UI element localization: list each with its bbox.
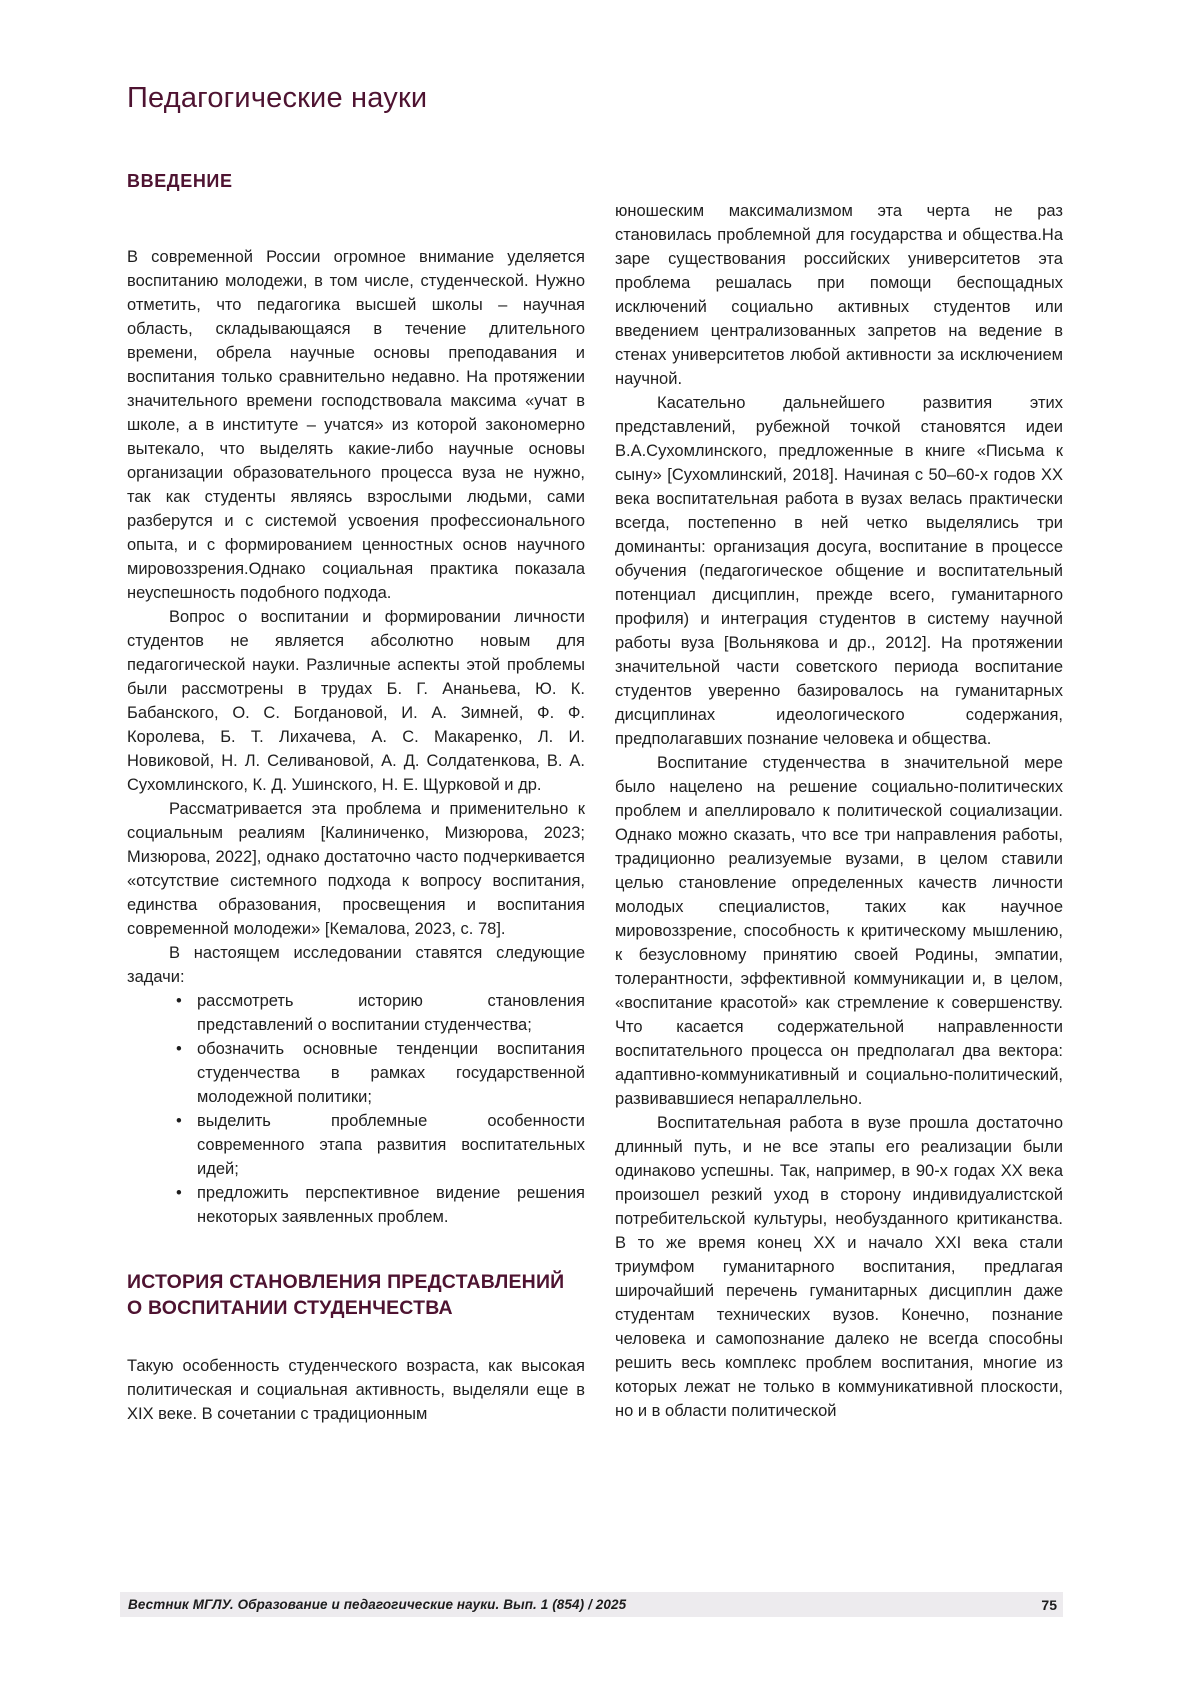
page-number: 75	[1041, 1596, 1057, 1613]
continuation-paragraph-4: Воспитательная работа в вузе прошла достаточно длинный путь, и не все этапы его реализации были одинаково успешны. Так, например, в 90-х годах XX века произошел резкий уход в сторону индивидуалистской потребительской культуры, необузданного критиканства. В то же время конец XX и начало XXI века стали триумфом гуманитарного воспитания, предлагая широчайший перечень гуманитарных дисциплин даже студентам технических вузов. Конечно, познание человека и самопознание далеко не всегда способны решить весь комплекс проблем воспитания, многие из которых лежат не только в коммуникативной плоскости, но и в области политической	[615, 1114, 1063, 1420]
page-footer	[120, 1592, 1063, 1617]
two-column-layout	[127, 169, 1063, 1426]
task-item-1: • рассмотреть историю становления представлений о воспитании студенчества;	[197, 989, 585, 1037]
continuation-paragraph-2: Касательно дальнейшего развития этих представлений, рубежной точкой становятся идеи В.А.Сухомлинского, предложенные в книге «Письма к сыну» [Сухомлинский, 2018]. Начиная с 50–60-х годов XX века воспитательная работа в вузах велась практически всегда, постепенно в ней четко выделялись три доминанты: организация досуга, воспитание в процессе обучения (педагогическое общение и воспитательный потенциал дисциплин, прежде всего, гуманитарного профиля) и интеграция студентов в систему научной работы вуза [Вольнякова и др., 2012]. На протяжении значительной части советского периода воспитание студентов уверенно базировалось на гуманитарных дисциплинах идеологического содержания, предполагавших познание человека и общества.	[615, 394, 1063, 748]
task-list	[127, 989, 585, 1229]
page-kicker: Педагогические науки	[127, 82, 428, 114]
intro-paragraph-1: В современной России огромное внимание уделяется воспитанию молодежи, в том числе, студенческой. Нужно отметить, что педагогика высшей школы – научная область, складывающаяся в течение длительного времени, обрела научные основы преподавания и воспитания только сравнительно недавно. На протяжении значительного времени господствовала максима «учат в школе, а в институте – учатся» из которой закономерно вытекало, что выделять какие-либо научные основы организации образовательного процесса вуза не нужно, так как студенты являясь взрослыми людьми, сами разберутся и с системой усвоения профессионального опыта, и с формированием ценностных основ научного мировоззрения.Однако социальная практика показала неуспешность подобного подхода.	[127, 248, 585, 602]
journal-reference: Вестник МГЛУ. Образование и педагогические науки. Вып. 1 (854) / 2025	[128, 1597, 627, 1612]
task-item-4: • предложить перспективное видение решения некоторых заявленных проблем.	[197, 1181, 585, 1229]
right-column	[615, 199, 1063, 1426]
left-column	[127, 169, 585, 1426]
intro-paragraph-2: Вопрос о воспитании и формировании личности студентов не является абсолютно новым для педагогической науки. Различные аспекты этой проблемы были рассмотрены в трудах Б. Г. Ананьева, Ю. К. Бабанского, О. С. Богдановой, И. А. Зимней, Ф. Ф. Королева, Б. Т. Лихачева, А. С. Макаренко, Л. И. Новиковой, Н. Л. Селивановой, А. Д. Солдатенкова, В. А. Сухомлинского, К. Д. Ушинского, Н. Е. Щурковой и др.	[127, 608, 585, 794]
task-item-2: • обозначить основные тенденции воспитания студенчества в рамках государственной молодежной политики;	[197, 1037, 585, 1109]
history-paragraph-1: Такую особенность студенческого возраста, как высокая политическая и социальная активность, выделяли еще в XIX веке. В сочетании с традиционным	[127, 1357, 585, 1423]
intro-section-heading: ВВЕДЕНИЕ	[127, 171, 233, 191]
continuation-paragraph-1: юношеским максимализмом эта черта не раз становилась проблемной для государства и общества.На заре существования российских университетов эта проблема решалась при помощи беспощадных исключений социально активных студентов или введением централизованных запретов на ведение в стенах университетов любой активности за исключением научной.	[615, 202, 1063, 388]
intro-paragraph-4: В настоящем исследовании ставятся следующие задачи:	[127, 944, 585, 986]
history-section-heading: ИСТОРИЯ СТАНОВЛЕНИЯ ПРЕДСТАВЛЕНИЙ О ВОСПИТАНИИ СТУДЕНЧЕСТВА	[127, 1271, 565, 1319]
continuation-paragraph-3: Воспитание студенчества в значительной мере было нацелено на решение социально-политических проблем и апеллировало к политической социализации. Однако можно сказать, что все три направления работы, традиционно реализуемые вузами, в целом ставили целью становление определенных качеств личности молодых специалистов, таких как научное мировоззрение, способность к критическому мышлению, к безусловному принятию своей Родины, эмпатии, толерантности, эффективной коммуникации и, в целом, «воспитание красотой» как стремление к совершенству. Что касается содержательной направленности воспитательного процесса он предполагал два вектора: адаптивно-коммуникативный и социально-политический, развивавшиеся непараллельно.	[615, 754, 1063, 1108]
intro-paragraph-3: Рассматривается эта проблема и применительно к социальным реалиям [Калиниченко, Мизюрова, 2023; Мизюрова, 2022], однако достаточно часто подчеркивается «отсутствие системного подхода к вопросу воспитания, единства образования, просвещения и воспитания современной молодежи» [Кемалова, 2023, с. 78].	[127, 800, 585, 938]
task-item-3: • выделить проблемные особенности современного этапа развития воспитательных идей;	[197, 1109, 585, 1181]
